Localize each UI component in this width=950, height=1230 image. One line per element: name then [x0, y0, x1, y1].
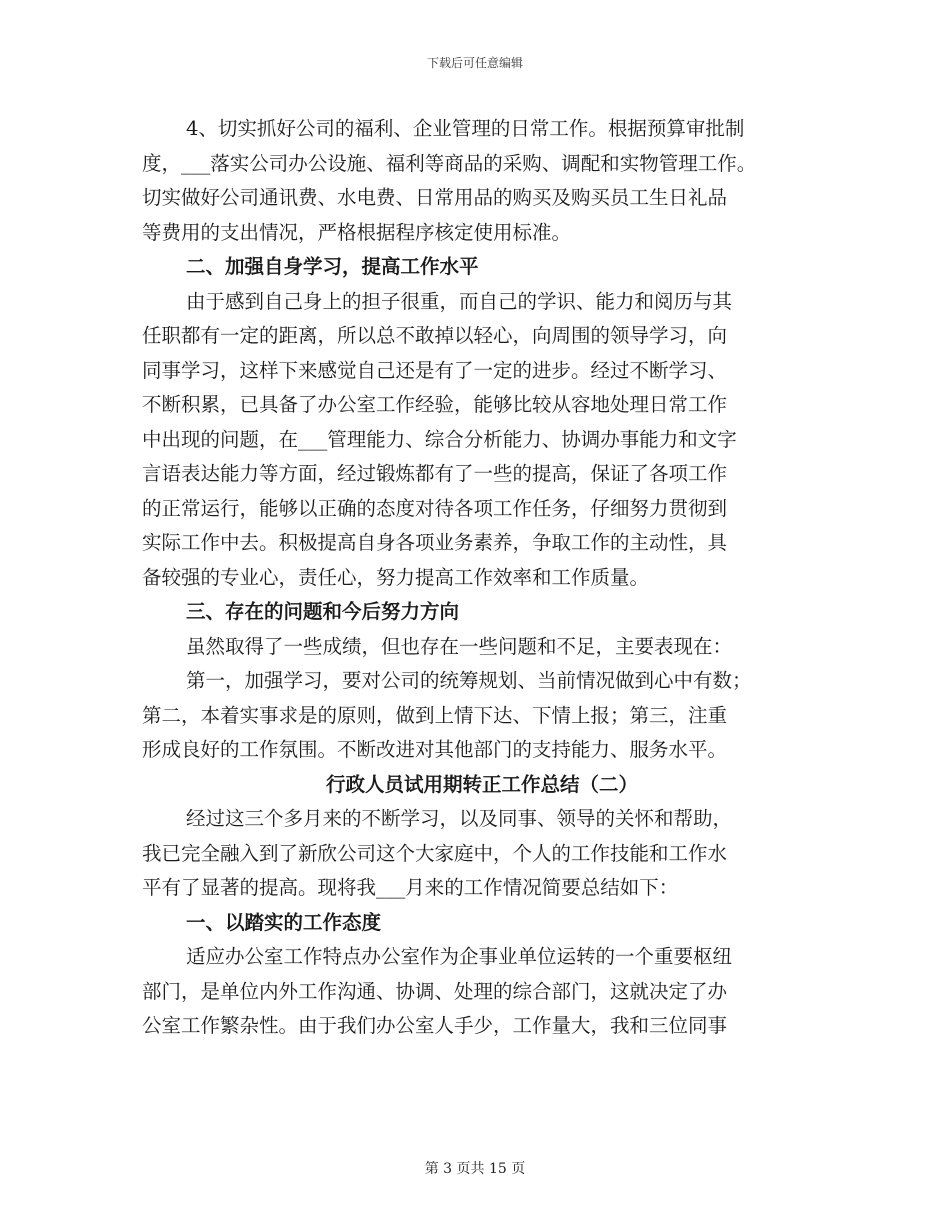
paragraph-line: 不断积累，已具备了办公室工作经验，能够比较从容地处理日常工作 — [142, 393, 728, 416]
paragraph-line: 适应办公室工作特点办公室作为企事业单位运转的一个重要枢纽 — [186, 945, 733, 968]
paragraph-line: 第一，加强学习，要对公司的统筹规划、当前情况做到心中有数； — [186, 669, 752, 692]
document-body — [142, 112, 822, 1044]
section-heading: 一、以踏实的工作态度 — [186, 910, 382, 934]
paragraph-line: 等费用的支出情况，严格根据程序核定使用标准。 — [142, 220, 572, 244]
paragraph-line: 的正常运行，能够以正确的态度对待各项工作任务，仔细努力贯彻到 — [142, 496, 728, 520]
section-heading: 二、加强自身学习，提高工作水平 — [186, 255, 479, 278]
paragraph-line: 切实做好公司通讯费、水电费、日常用品的购买及购买员工生日礼品 — [142, 186, 728, 209]
paragraph-line: 形成良好的工作氛围。不断改进对其他部门的支持能力、服务水平。 — [142, 738, 728, 761]
page-header: 下载后可任意编辑 — [426, 56, 523, 70]
paragraph-line: 4、切实抓好公司的福利、企业管理的日常工作。根据预算审批制 — [186, 117, 745, 140]
paragraph-line: 由于感到自己身上的担子很重，而自己的学识、能力和阅历与其 — [186, 289, 733, 313]
paragraph-line: 虽然取得了一些成绩，但也存在一些问题和不足，主要表现在： — [186, 634, 733, 658]
paragraph-line: 第二，本着实事求是的原则，做到上情下达、下情上报；第三，注重 — [142, 703, 728, 727]
paragraph-line: 部门，是单位内外工作沟通、协调、处理的综合部门，这就决定了办 — [142, 979, 728, 1003]
paragraph-line: 言语表达能力等方面，经过锻炼都有了一些的提高，保证了各项工作 — [142, 462, 728, 485]
paragraph-line: 备较强的专业心，责任心，努力提高工作效率和工作质量。 — [142, 565, 650, 589]
paragraph-line: 度，___落实公司办公设施、福利等商品的采购、调配和实物管理工作。 — [142, 151, 757, 175]
paragraph-line: 同事学习，这样下来感觉自己还是有了一定的进步。经过不断学习、 — [142, 358, 728, 382]
paragraph-line: 我已完全融入到了新欣公司这个大家庭中，个人的工作技能和工作水 — [142, 841, 728, 865]
paragraph-line: 实际工作中去。积极提高自身各项业务素养，争取工作的主动性，具 — [142, 531, 728, 554]
paragraph-line: 平有了显著的提高。现将我___月来的工作情况简要总结如下： — [142, 876, 679, 899]
paragraph-line: 公室工作繁杂性。由于我们办公室人手少，工作量大，我和三位同事 — [142, 1014, 728, 1037]
paragraph-line: 经过这三个多月来的不断学习，以及同事、领导的关怀和帮助， — [186, 807, 733, 830]
page-footer: 第 3 页共 15 页 — [424, 1161, 526, 1177]
section-heading: 三、存在的问题和今后努力方向 — [186, 600, 460, 623]
section-heading: 行政人员试用期转正工作总结（二） — [325, 772, 638, 796]
paragraph-line: 中出现的问题，在___管理能力、综合分析能力、协调办事能力和文字 — [142, 427, 737, 451]
paragraph-line: 任职都有一定的距离，所以总不敢掉以轻心，向周围的领导学习，向 — [142, 324, 728, 347]
